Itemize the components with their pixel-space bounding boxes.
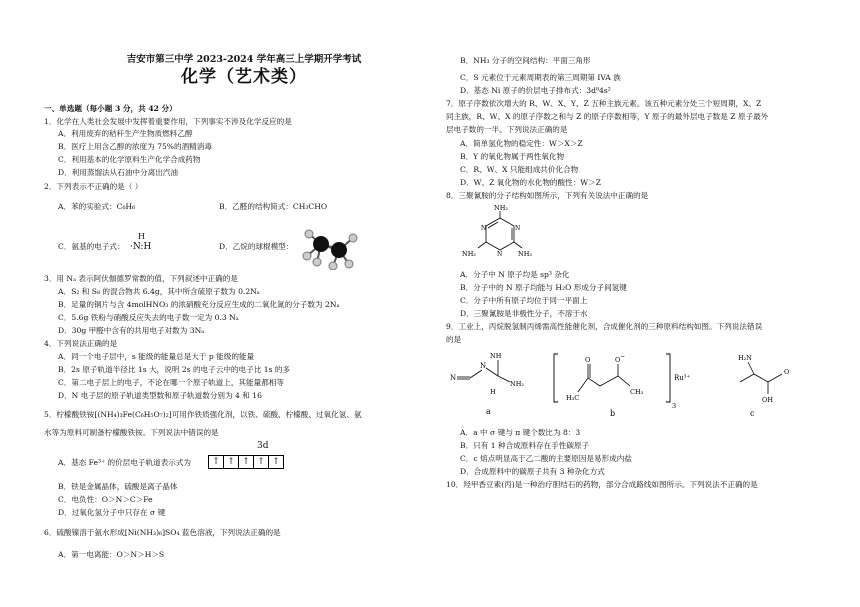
- q7-stem-line3: 层电子数的一半。下列说法正确的是: [446, 125, 568, 134]
- q1-option-c: C．利用基本的化学原料生产化学合成药物: [58, 155, 201, 164]
- section-heading: 一、单选题（每小题 3 分，共 42 分）: [44, 104, 177, 113]
- amino-group-left: NH₂: [462, 250, 476, 258]
- q7-stem-line2: 同主族，R、W、X 的原子序数之和与 Z 的原子序数相等，Y 原子的最外层电子数是 Z 原子最外: [446, 112, 769, 121]
- svg-text:−: −: [620, 353, 626, 360]
- ring-nitrogen-2: N: [515, 225, 521, 232]
- q1-stem: 1．化学在人类社会发展中发挥着重要作用，下列事实不涉及化学反应的是: [44, 117, 292, 126]
- svg-text:NH₂: NH₂: [510, 380, 524, 388]
- svg-text:N: N: [450, 374, 457, 382]
- q8-stem: 8．三聚氰胺的分子结构如图所示，下列有关说法中正确的是: [446, 191, 649, 200]
- ligand-count: 3: [672, 402, 677, 410]
- q9-stem-line1: 9．工业上，丙烷脱氢制丙烯需高性能催化剂，合成催化剂的三种原料结构如图。下列说法错误: [446, 322, 763, 331]
- amino-group-top: NH₂: [494, 204, 508, 212]
- amino-electron-formula: ·N:H: [130, 242, 152, 252]
- catalyst-raw-materials-diagram: [448, 350, 838, 420]
- q2-option-a: A．苯的实验式：C₆H₆: [58, 202, 136, 211]
- structure-a: [450, 352, 524, 416]
- q10-stem: 10．羟甲香豆素(丙)是一种治疗胆结石的药物，部分合成路线如图所示。下列说法不正确的是: [446, 480, 758, 489]
- structure-c: [738, 354, 789, 418]
- q9-stem-line2: 的是: [446, 335, 462, 344]
- q7-option-d: D．W、Z 氧化物的水化物的酸性：W＞Z: [460, 178, 601, 187]
- q9-option-d: D．合成原料中的碳原子共有 3 种杂化方式: [460, 467, 605, 476]
- svg-text:NH: NH: [490, 352, 502, 360]
- q3-stem: 3．用 Nₐ 表示阿伏伽德罗常数的值，下列叙述中正确的是: [44, 274, 238, 283]
- ruthenium-ion: Ru³⁺: [674, 374, 691, 382]
- q5-option-d: D．过氧化氢分子中只存在 σ 键: [58, 508, 166, 517]
- q5-stem-continued: 水等为原料可制备柠檬酸铁铵。下列说法中错误的是: [44, 428, 219, 437]
- orbital-box: ↑: [223, 455, 239, 469]
- q5-option-a: A．基态 Fe³⁺ 的价层电子轨道表示式为: [58, 458, 192, 467]
- svg-text:CH₃: CH₃: [630, 388, 644, 396]
- q8-option-b: B．分子中的 N 原子均能与 H₂O 形成分子间氢键: [460, 283, 627, 292]
- q4-option-d: D．N 电子层的原子轨道类型数和原子轨道数分别为 4 和 16: [58, 391, 262, 400]
- exam-subject-title: 化学（艺术类）: [181, 67, 307, 87]
- svg-text:O: O: [585, 356, 591, 364]
- q6-option-d: D．基态 Ni 原子的价层电子排布式：3d⁸4s²: [460, 86, 611, 95]
- q9-option-a: A．a 中 σ 键与 π 键个数比为 8：3: [460, 428, 581, 437]
- q9-option-b: B．只有 1 种合成原料存在手性碳原子: [460, 441, 590, 450]
- q3-option-b: B．足量的铜片与含 4molHNO₃ 的浓硝酸充分反应生成的二氧化氮的分子数为 2Nₐ: [58, 300, 340, 309]
- orbital-box: ↑: [253, 455, 269, 469]
- q4-option-a: A．同一个电子层中，s 能级的能量总是大于 p 能级的能量: [58, 352, 255, 361]
- q4-stem: 4．下列说法正确的是: [44, 339, 118, 348]
- q2-stem: 2．下列表示不正确的是（ ）: [44, 182, 143, 191]
- q2-option-b: B．乙醛的结构简式：CH₃CHO: [219, 202, 328, 211]
- amino-h-top: H: [138, 232, 145, 241]
- orbital-3d-label: 3d: [257, 441, 269, 451]
- q8-option-a: A．分子中 N 原子均是 sp³ 杂化: [460, 270, 570, 279]
- svg-text:H₃C: H₃C: [566, 394, 580, 402]
- q6-option-a: A．第一电离能：O＞N＞H＞S: [58, 550, 165, 559]
- ring-nitrogen-3: N: [497, 251, 503, 258]
- q2-option-d: D．乙烷的球棍模型：: [219, 242, 294, 251]
- svg-text:OH: OH: [762, 396, 773, 404]
- q7-option-c: C．R、W、X 只能组成共价化合物: [460, 165, 579, 174]
- label-b: b: [610, 409, 616, 418]
- svg-text:N: N: [480, 362, 487, 370]
- ethane-ball-stick-model: [299, 226, 361, 270]
- fe3-orbital-diagram: [209, 455, 284, 469]
- ring-nitrogen-1: N: [481, 225, 487, 232]
- orbital-box: ↑: [208, 455, 224, 469]
- q7-option-a: A．简单氢化物的稳定性：W＞X＞Z: [460, 139, 583, 148]
- q1-option-b: B．医疗上用含乙醇的浓度为 75%的酒精消毒: [58, 142, 212, 151]
- q6-stem: 6．硫酸镍溶于氨水形成[Ni(NH₃)₆]SO₄ 蓝色溶液，下列说法正确的是: [44, 528, 281, 537]
- q9-option-c: C．c 熔点明显高于乙二酸的主要原因是易形成内盐: [460, 454, 632, 463]
- svg-text:O: O: [615, 356, 621, 364]
- q3-option-c: C．5.6g 铁粉与硝酸反应失去的电子数一定为 0.3 Nₐ: [58, 313, 239, 322]
- svg-text:H: H: [490, 388, 496, 396]
- structure-b: [554, 353, 691, 418]
- q5-stem: 5．柠檬酸铁铵[(NH₄)₃Fe(C₆H₅O₇)₂]可用作铁质强化剂，以铁、硫酸、柠檬酸、过氧化氢、氨: [44, 410, 362, 419]
- q8-option-c: C．分子中所有原子均位于同一平面上: [460, 296, 588, 305]
- q6-option-b: B．NH₃ 分子的空间结构：平面三角形: [460, 56, 591, 65]
- q5-option-c: C．电负性：O＞N＞C＞Fe: [58, 495, 153, 504]
- label-c: c: [750, 409, 755, 418]
- q4-option-c: C．第二电子层上的电子，不论在哪一个原子轨道上，其能量都相等: [58, 378, 285, 387]
- q6-option-c: C．S 元素位于元素周期表的第三周期第 IVA 族: [460, 73, 621, 82]
- q5-option-b: B．铁是金属晶体，硫酸是离子晶体: [58, 482, 178, 491]
- svg-text:H₂N: H₂N: [738, 354, 752, 362]
- amino-group-right: NH₂: [518, 250, 532, 258]
- q1-option-d: D．利用蒸馏法从石油中分离出汽油: [58, 168, 178, 177]
- orbital-box: ↑: [268, 455, 284, 469]
- q3-option-a: A．S₂ 和 S₈ 的混合物共 6.4g，其中所含硫原子数为 0.2Nₐ: [58, 287, 260, 296]
- q3-option-d: D．30g 甲醛中含有的共用电子对数为 3Nₐ: [58, 326, 205, 335]
- orbital-box: ↑: [238, 455, 254, 469]
- q7-option-b: B．Y 的氧化物属于两性氧化物: [460, 152, 565, 161]
- q2-option-c: C．氨基的电子式：: [58, 242, 125, 251]
- q8-option-d: D．三聚氰胺是非极性分子，不溶于水: [460, 309, 588, 318]
- q4-option-b: B．2s 原子轨道半径比 1s 大，说明 2s 的电子云中的电子比 1s 的多: [58, 365, 291, 374]
- melamine-structure: [460, 202, 540, 264]
- exam-header: 吉安市第三中学 2023-2024 学年高三上学期开学考试: [126, 54, 362, 65]
- svg-text:O: O: [784, 368, 790, 376]
- label-a: a: [486, 407, 491, 416]
- q1-option-a: A．利用废弃的秸秆生产生物质燃料乙醇: [58, 129, 193, 138]
- q7-stem-line1: 7．原子序数依次增大的 R、W、X、Y、Z 五种主族元素。该五种元素分处三个短周期，X、Z: [446, 99, 762, 108]
